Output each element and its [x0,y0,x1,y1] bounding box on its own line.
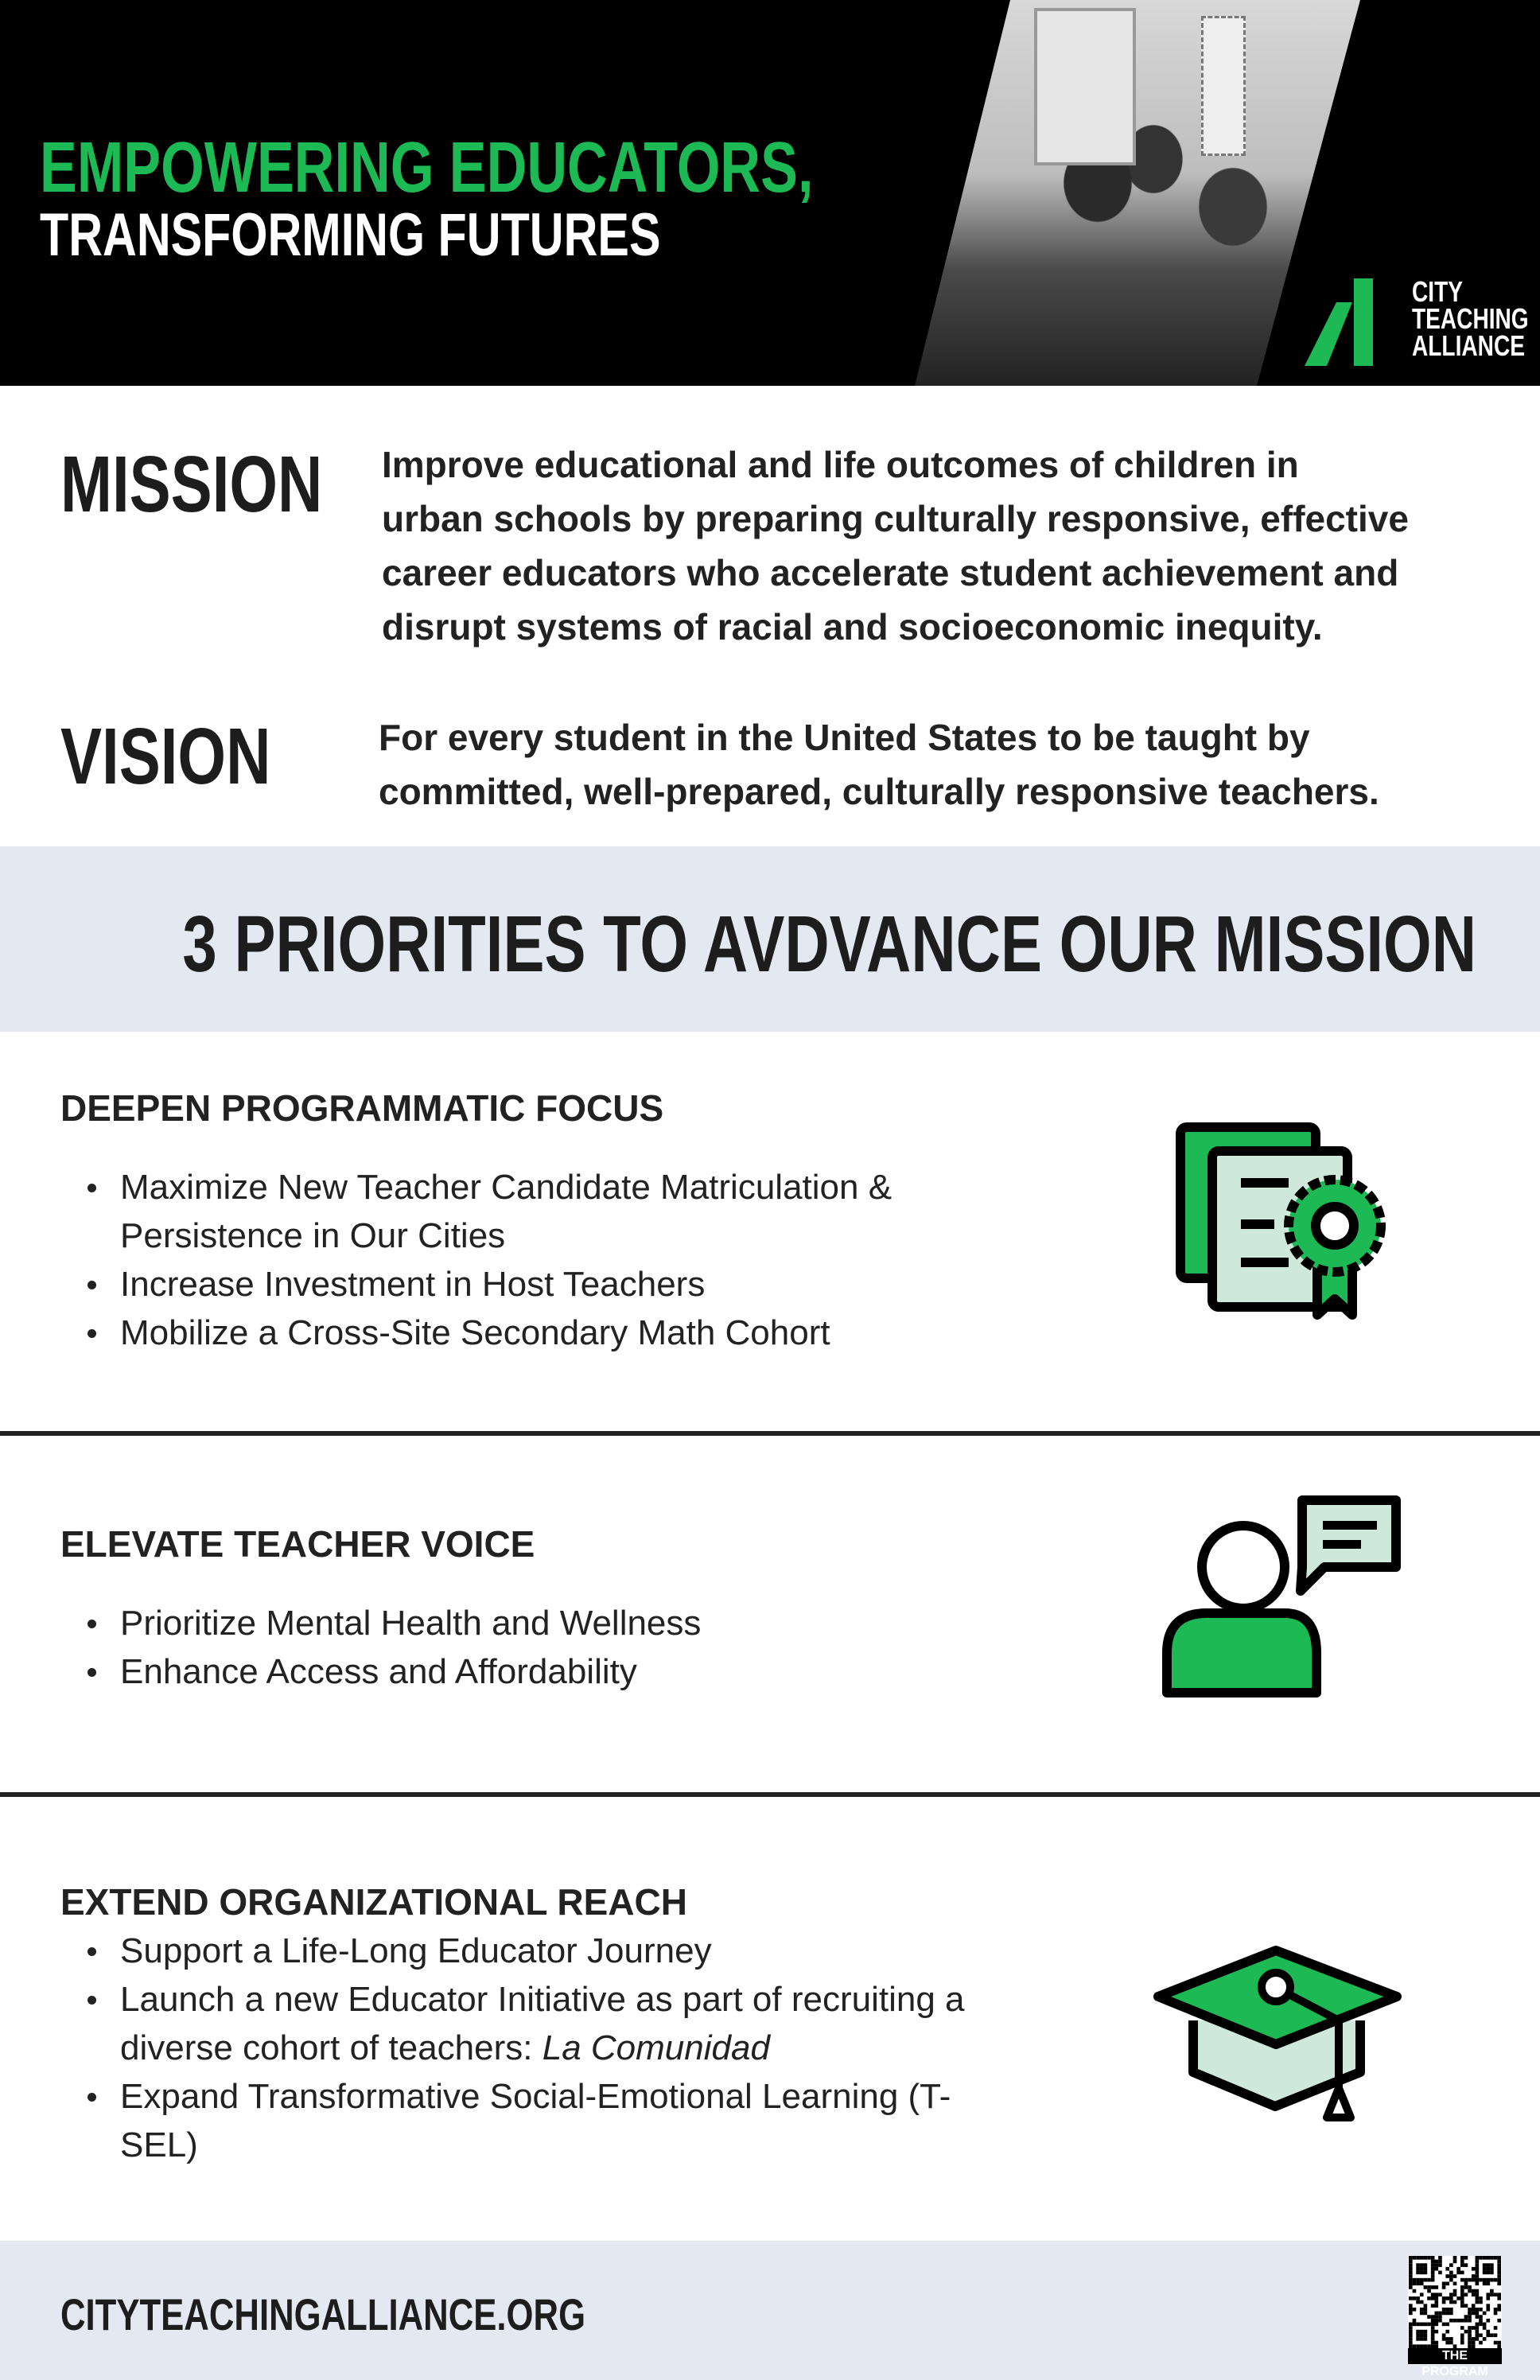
list-item: Prioritize Mental Health and Wellness [60,1599,1095,1647]
list-item-text: Launch a new Educator Initiative as part of recruiting a diverse cohort of teachers: [120,1980,965,2067]
qr-code[interactable] [1408,2256,1502,2378]
list-item: Mobilize a Cross-Site Secondary Math Cohort [60,1309,1015,1357]
footer [0,2241,1540,2380]
website-link[interactable]: CITYTEACHINGALLIANCE.ORG [60,2289,586,2339]
list-item: Increase Investment in Host Teachers [60,1260,1015,1309]
list-item: Enhance Access and Affordability [60,1647,1095,1696]
priorities-heading: 3 PRIORITIES TO AVDVANCE OUR MISSION [182,900,1477,989]
list-item: Support a Life-Long Educator Journey [60,1927,1095,1975]
list-item: Maximize New Teacher Candidate Matriculation & Persistence in Our Cities [60,1163,916,1260]
priority-section-3 [60,1880,1095,2169]
section-divider [0,1431,1540,1436]
mission-label: MISSION [60,440,323,529]
program-name: La Comunidad [542,2028,770,2067]
city-teaching-alliance-logo [1305,275,1535,366]
coin-cards-poster [1201,16,1246,156]
logo-wordmark: CITY TEACHING ALLIANCE [1412,275,1529,362]
header-banner [0,0,1540,386]
vision-text [379,710,1379,819]
logo-mark-icon [1305,278,1408,366]
mission-text [382,438,1409,654]
priority-section-2 [60,1522,1095,1696]
mission-line: career educators who accelerate student achievement and [382,552,1399,593]
list-item: Expand Transformative Social-Emotional Learning (T-SEL) [60,2072,995,2169]
vision-line: For every student in the United States to be taught by [379,717,1310,758]
mission-line: Improve educational and life outcomes of children in [382,444,1299,485]
graduation-cap-icon [1152,1941,1403,2124]
mission-line: urban schools by preparing culturally responsive, effective [382,498,1409,539]
section-divider [0,1792,1540,1797]
vision-label: VISION [60,712,271,801]
mission-line: disrupt systems of racial and socioeconomic inequity. [382,606,1323,648]
vision-line: committed, well-prepared, culturally responsive teachers. [379,771,1379,812]
counting-chart-poster [1034,8,1136,165]
section-title: ELEVATE TEACHER VOICE [60,1523,535,1565]
priorities-banner [0,846,1540,1032]
person-speech-icon [1157,1494,1404,1701]
priority-section-1 [60,1087,1095,1357]
headline-line2: TRANSFORMING FUTURES [40,201,661,269]
qr-label: THE PROGRAM [1408,2348,1502,2364]
headline-line1: EMPOWERING EDUCATORS, [40,128,814,208]
qr-code-pattern [1408,2256,1502,2348]
section-title: DEEPEN PROGRAMMATIC FOCUS [60,1087,664,1129]
certificate-icon [1176,1122,1398,1321]
list-item [60,1975,995,2072]
section-title: EXTEND ORGANIZATIONAL REACH [60,1881,687,1923]
